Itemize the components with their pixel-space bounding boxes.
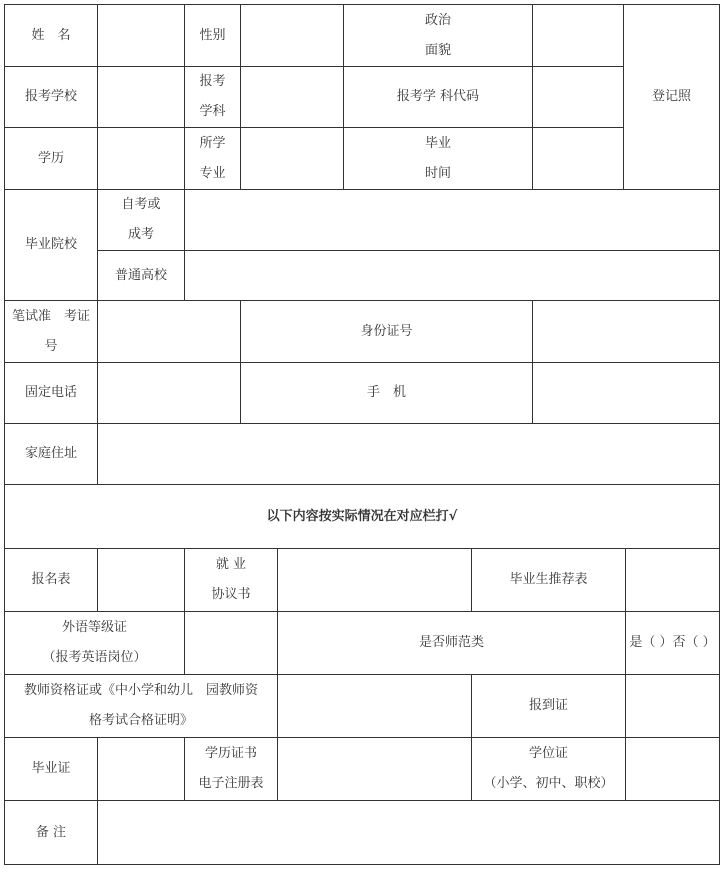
- foreign-language-cert-label: 外语等级证 （报考英语岗位）: [42, 620, 147, 665]
- grid-line: [277, 674, 278, 738]
- grid-line: [4, 864, 719, 865]
- major-label: 所学 专业: [199, 135, 226, 181]
- registration-form-label: 报名表: [31, 572, 71, 587]
- employment-agreement-label: 就 业 协议书: [211, 557, 251, 602]
- teacher-cert-label: 教师资格证或《中小学和幼儿 园教师资 格考试合格证明》: [23, 683, 258, 728]
- remarks-label: 备 注: [35, 824, 67, 840]
- self-study-label: 自考或 成考: [121, 197, 161, 242]
- education-label: 学历: [37, 150, 64, 166]
- grid-line: [277, 548, 278, 612]
- section-title: 以下内容按实际情况在对应栏打√: [266, 508, 458, 524]
- political-status-label: 政治 面貌: [424, 12, 451, 58]
- subject-code-label: 报考学 科代码: [396, 89, 480, 104]
- name-label: 姓 名: [31, 27, 71, 43]
- grid-line: [4, 423, 719, 424]
- exam-ticket-label: 笔试准 考证 号: [11, 308, 90, 354]
- grid-line: [97, 737, 98, 801]
- grid-line: [97, 250, 719, 251]
- regular-college-label: 普通高校: [114, 267, 167, 283]
- grid-line: [277, 737, 278, 801]
- grid-line: [184, 611, 185, 675]
- grid-line: [97, 423, 98, 485]
- gender-label: 性别: [199, 27, 226, 43]
- grid-line: [97, 800, 98, 865]
- mobile-label: 手 机: [366, 385, 406, 400]
- grid-line: [184, 189, 185, 301]
- applied-subject-label: 报考 学科: [199, 74, 226, 119]
- grid-line: [97, 300, 98, 424]
- grid-line: [719, 4, 720, 865]
- graduate-school-label: 毕业院校: [24, 237, 77, 252]
- grid-line: [532, 4, 533, 190]
- applied-school-label: 报考学校: [24, 89, 77, 104]
- grid-line: [625, 548, 626, 612]
- recommendation-form-label: 毕业生推荐表: [509, 572, 588, 587]
- grid-line: [625, 737, 626, 801]
- grid-line: [97, 4, 98, 190]
- grid-line: [97, 548, 98, 612]
- photo-label: 登记照: [651, 89, 691, 104]
- yes-no-text: 是（ ）否（ ）: [629, 635, 716, 650]
- normal-school-label: 是否师范类: [418, 635, 484, 650]
- grid-line: [532, 300, 533, 424]
- home-address-label: 家庭住址: [24, 446, 77, 461]
- grid-line: [4, 800, 719, 801]
- id-number-label: 身份证号: [360, 323, 413, 339]
- grid-line: [240, 4, 241, 190]
- graduation-time-label: 毕业 时间: [424, 135, 451, 181]
- report-cert-label: 报到证: [528, 698, 568, 713]
- landline-label: 固定电话: [24, 385, 77, 400]
- grid-line: [625, 674, 626, 738]
- edu-cert-registration-label: 学历证书 电子注册表: [198, 746, 264, 791]
- degree-cert-label: 学位证 （小学、初中、职校）: [483, 746, 614, 791]
- diploma-label: 毕业证: [31, 761, 71, 776]
